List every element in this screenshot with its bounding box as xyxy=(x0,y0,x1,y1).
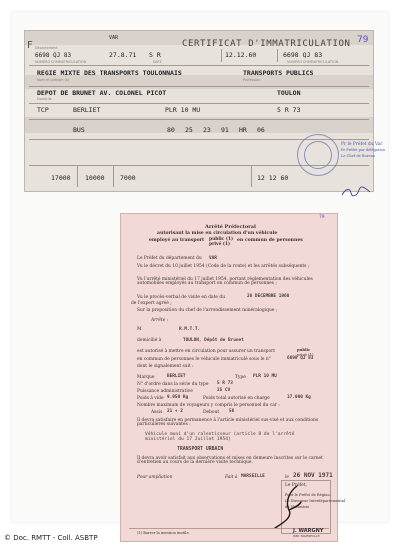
row5-value: 91 xyxy=(221,126,229,134)
urban-transport: TRANSPORT URBAIN xyxy=(177,447,224,452)
owner-city: TOULON xyxy=(277,89,301,97)
owner-profession: TRANSPORTS PUBLICS xyxy=(243,69,314,77)
weight-ptac: 17000 xyxy=(51,174,71,182)
power-value: 25 CV xyxy=(217,388,231,393)
owner-name: REGIE MIXTE DES TRANSPORTS TOULONNAIS xyxy=(37,69,182,77)
authorization-text: est autorisé à mettre en circulation pour assurer un transport xyxy=(137,349,275,354)
passengers-label: Nombre maximum de voyageurs y compris le personnel du car : xyxy=(137,403,280,408)
signature-scribble xyxy=(271,484,305,530)
vehicle-type: PLR 10 MU xyxy=(165,106,201,114)
rule xyxy=(29,86,369,87)
dept-value: VAR xyxy=(109,35,119,41)
retarder-condition: Véhicule muni d'un ralentisseur (article 8 de l'arrêté ministériel du 17 Juillet 1954) xyxy=(145,432,295,442)
authorization-text-3: dont le signalement suit : xyxy=(137,364,194,369)
divider xyxy=(77,165,78,187)
domicile-value: TOULON, Dépôt de Brunet xyxy=(183,338,244,343)
holder-name: R.M.T.T. xyxy=(179,327,201,332)
considering-inspection: Vu le procès-verbal de visite en date du xyxy=(137,295,226,300)
done-at-label: Fait à xyxy=(225,475,238,480)
new-reg-number: 6698 QJ 83 xyxy=(283,51,323,59)
dept-label: Département xyxy=(35,46,58,50)
order-corner-number: 79 xyxy=(319,215,325,220)
divider xyxy=(251,165,252,187)
date-1: 27.8.71 xyxy=(109,51,137,59)
cert-margin-number: 79 xyxy=(357,35,369,45)
series-value: 5 R 73 xyxy=(217,381,233,386)
photo-credit: © Doc. RMTT - Coll. ASBTP xyxy=(4,534,98,542)
order-date: 26 NOV 1971 xyxy=(293,472,333,479)
auth-public: public xyxy=(297,347,311,352)
type-label: Type xyxy=(235,375,246,380)
owner-address: DEPOT DE BRUNET AV. COLONEL PICOT xyxy=(37,89,167,97)
divider xyxy=(221,49,222,62)
order-subheading-d: en commun de personnes xyxy=(237,238,303,243)
row5-value: 06 xyxy=(257,126,265,134)
empty-weight-value: 9.950 Kg xyxy=(167,395,189,400)
power-label: Puissance administrative xyxy=(137,389,193,394)
authorized-reg-number: 6698 QJ 83 xyxy=(287,356,314,361)
prefet-department: VAR xyxy=(209,256,217,261)
printer-name: J. WARGNY xyxy=(293,528,324,534)
empty-weight-label: Poids à vide xyxy=(137,396,164,401)
registration-certificate xyxy=(24,30,386,192)
considering-decree: Vu le décret du 10 juillet 1954 (Code de la route) et les arrêtés subséquents ; xyxy=(137,264,310,269)
done-at-city: MARSEILLE xyxy=(241,474,265,479)
cert-letter: F xyxy=(27,40,33,51)
make-label: Marque xyxy=(137,375,155,380)
ampliation-label: Pour ampliation xyxy=(137,475,173,480)
order-heading: Arrêté Préfectoral xyxy=(205,224,256,230)
divider xyxy=(113,165,114,187)
considering-ministerial: Vu l'arrêté ministériel du 17 juillet 1954, portant réglementation des véhicules automobiles employés au transport en commun de personnes ; xyxy=(137,277,313,287)
stamp-note-1: Pr le Préfet du Var xyxy=(341,142,383,147)
old-reg-label: NUMÉRO D'IMMATRICULATION xyxy=(35,60,87,64)
cert-code: S R xyxy=(149,51,161,59)
vehicle-carrosserie: BUS xyxy=(73,126,85,134)
rule xyxy=(29,65,369,66)
considering-expert: de l'expert agréé ; xyxy=(131,301,172,306)
printer-address: IMP. MARSEILLE xyxy=(293,534,320,538)
date-2: 12.12.60 xyxy=(225,51,257,59)
gross-weight-value: 17.000 Kg xyxy=(287,395,311,400)
seated-label: Assis xyxy=(151,410,163,415)
inspection-date: 28 DECEMBRE 1960 xyxy=(247,294,290,299)
vehicle-genre: TCP xyxy=(37,106,49,114)
stamp-note-3: Le Chef de Bureau xyxy=(341,154,376,158)
standing-value: 56 xyxy=(229,409,235,414)
address-label: Domicile xyxy=(37,97,52,101)
prefet-line: Le Préfet du département du xyxy=(137,256,202,261)
owner-label: Nom et prénom (s) xyxy=(37,78,70,82)
authorization-text-2: en commun de personnes le véhicule immatriculé sous le n° xyxy=(137,357,271,362)
gross-weight-label: Poids total autorisé en charge xyxy=(203,396,270,401)
prefecture-round-stamp xyxy=(297,134,339,176)
order-subheading: autorisant la mise en circulation d'un véhicule xyxy=(157,231,278,236)
vehicle-make: BERLIET xyxy=(73,106,101,114)
order-subheading-private: privé (1) xyxy=(209,242,231,247)
row5-value: 80 xyxy=(167,126,175,134)
row5-value: 23 xyxy=(203,126,211,134)
considering-proposal: Sur la proposition du chef de l'arrondissement minéralogique ; xyxy=(137,308,278,313)
footnote: (1) Barrer la mention inutile. xyxy=(137,531,190,535)
prefectoral-order xyxy=(120,213,346,542)
new-reg-label: NUMÉRO D'IMMATRICULATION xyxy=(287,60,339,64)
date-3: 12 12 60 xyxy=(257,174,289,182)
standing-label: Debout xyxy=(203,410,220,415)
row5-value: HR xyxy=(239,126,247,134)
conditions-text: Il devra satisfaire en permanence à l'article ministériel sus-visé et aux conditions particulières suivantes : xyxy=(137,418,319,428)
make-value: BERLIET xyxy=(167,374,186,379)
arrete-word: Arrête : xyxy=(151,318,169,323)
rule xyxy=(29,119,369,120)
cert-title: CERTIFICAT D'IMMATRICULATION xyxy=(182,39,351,49)
order-subheading-public: public (1) xyxy=(209,237,234,242)
date-1-label: DATE xyxy=(153,60,162,64)
type-value: PLR 10 MU xyxy=(253,374,277,379)
profession-label: Profession xyxy=(243,78,261,82)
weight-empty: 7000 xyxy=(120,174,136,182)
auth-private: privé (1) xyxy=(297,352,314,357)
domicile-label: domicilié à xyxy=(137,338,162,343)
series-label: N° d'ordre dans la série du type xyxy=(137,382,209,387)
divider xyxy=(277,49,278,62)
date-prefix: le xyxy=(285,475,290,480)
holder-label: M xyxy=(137,327,142,332)
signature-scribble xyxy=(341,186,371,198)
prefect-signature-label: Le Préfet, xyxy=(285,483,307,488)
vehicle-serial: 5 R 73 xyxy=(277,106,301,114)
old-reg-number: 6698 QJ 83 xyxy=(35,52,72,59)
obligation-text: Il devra avoir satisfait aux observations et mises en demeure inscrites sur le carnet d'entretien au cours de la dernière visite technique. xyxy=(137,456,323,466)
rule xyxy=(29,103,369,104)
stamp-line-3: de l'Industrie xyxy=(285,505,310,509)
order-subheading-a: employé au transport xyxy=(149,238,205,243)
row5-value: 25 xyxy=(185,126,193,134)
stamp-line-2: Le Directeur Interdépartemental xyxy=(285,499,346,503)
stamp-line-1: Pour le Préfet de Région, xyxy=(285,493,331,497)
weight-cu: 10000 xyxy=(85,174,105,182)
seated-value: 21 + 2 xyxy=(167,409,183,414)
stamp-note-2: Pr Préfet par délégation xyxy=(341,148,386,152)
